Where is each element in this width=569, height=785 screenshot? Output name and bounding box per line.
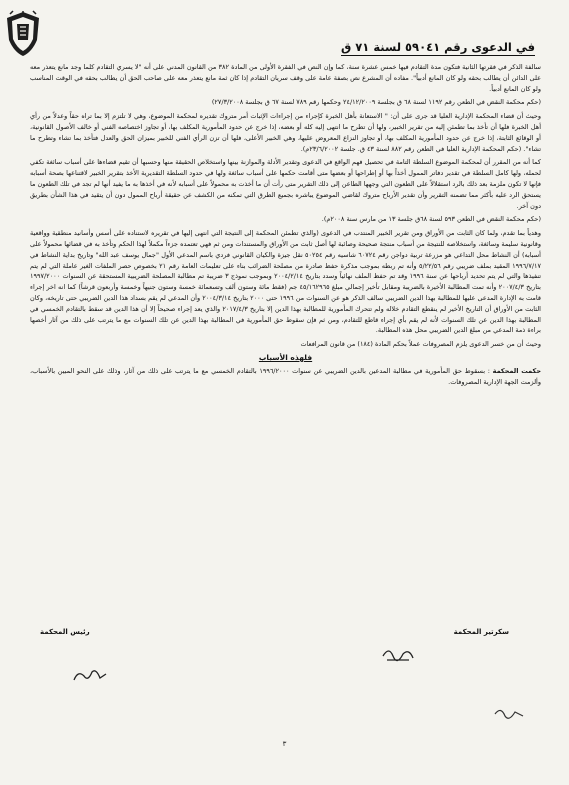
secretary-signature xyxy=(379,642,419,664)
paragraph-expert-evidence: وحيث أن قضاء المحكمة الإدارية العليا قد جرى على أن: " الاستعانة بأهل الخبرة كإجراء من إجراءات الإثبات أمر متروك تقديره لمحكمة الموضوع، وهي لا تلتزم إلا بما تراه حقاً وعدلاً من رأي أهل الخبرة فلها أن تأخذ بما تطمئن إليه من تقرير الخبير، ولها أن تطرح ما انتهى إليه كله أو بعضه، إذا خرج عن حدود المأمورية المكلف بها، أو تجاوز اختصاصه الفني أو خالف الأصول القانونية، أو الوقائع الثابتة، إذا خرج عن حدود المأمورية المكلف بها، أو تجاوز النزاع المعروض عليها، وهي الخبير الأعلى، فلها أن تزن الرأي الفني للخبير بميزان الحق والعدل فتأخذ بما تشاء وتطرح ما تشاء". (حكم المحكمة الإدارية العليا في الطعن رقم ٨٨٢ لسنة ٤٣ ق. جلسة ٢٣/٦/٢٠٠٢م). xyxy=(30,112,541,153)
paragraph-case-facts: وهدياً بما تقدم، ولما كان الثابت من الأوراق ومن تقرير الخبير المنتدب في الدعوى (والذي تطمئن المحكمة إلى النتيجة التي انتهى إليها في تقريره لاستناده على أسس وأسانيد منطقية وواقعية وقانونية سليمة وسائغة، واستخلاصه للنتيجة من أسباب منتجة صحيحة وصائبة لها أصل ثابت من الأوراق والمستندات ومن ثم فهي تعتمده جزءاً مكملاً لهذا الحكم وتأخذ به في قضائها محمولاً على أسبابه) أن النشاط محل التداعي هو مزرعة تربية دواجن رقم ٦٠٧٢٤ شاسيه رقم ٥٠٢٥٤ نقل جيزة والكيان القانوني فردي باسم المدعي الأول "جمال يوسف عبد الله" وتاريخ بداية النشاط في ١٩٩٦/٧/١٧ المقيد بملف ضريبي رقم ٥/٢٢/٥٦ وأنه تم ربطه بموجب مذكرة حفظ صادرة من مصلحة الضرائب بناء على تعليمات العامة رقم ٢١ بخصوص حصر الملفات الغير عاملة التي لم يتم تنفيذها والتي لم يتم تحديد أرباحها عن سنة ١٩٩٦ وقد تم حفظ الملف نهائياً وسدد بتاريخ ٢٠٠٤/٢/١٤ وبموجب نموذج ٣ ضريبة تم مطالبة المصلحة الضريبية المستحقة عن السنوات ١٩٩٧/٢٠٠٠ بتاريخ ٢٠٠٧/٤/٣ وأنه تمت المطالبة الأخيرة بالضريبة ومقابل تأخير إجمالي مبلغ ٤٥/١٦٢٩٦٥ جم (فقط مائة وستون ألف وتسعمائة خمسة وستون جنيهاً وخمسة وأربعون قرشاً) كما انه اخر إجراء قامت به الإدارة المدعى عليها للمطالبة بهذا الدين الضريبي سالف الذكر هو عن السنوات من ١٩٩٦ حتى ٢٠٠٠ بتاريخ ٢٠٠٤/٣/١٤ وأن المدعي لم يقم بسداد هذا الدين الضريبي حتى تاريخه، وكان الثابت من الأوراق أن التاريخ الأخير لم ينقطع التقادم خلاله ولم تتحرك المأمورية للمطالبة بهذا الدين إلا بتاريخ ٢٠١٧/٤/٣ والذي يعد إجراء صحيحاً إلا أن هذا الدين قد سقط بالتقادم الخمسي في المطالبة بهذا الدين عن تلك السنوات لأنه لم يقم بأي إجراء قاطع للتقادم، ومن ثم فإن سقوط حق المأمورية في المطالبة بهذا الدين عن تلك السنوات مع ما يترتب على ذلك من آثار أخصها براءة ذمة المدعي من مبلغ الدين الضريبي محل هذه المطالبة. xyxy=(30,229,541,335)
case-number-title: في الدعوى رقم ٥٩٠٤١ لسنة ٧١ ق xyxy=(340,40,535,54)
paragraph-cassation-citation-1: (حكم محكمة النقض في الطعن رقم ١١٩٢ لسنة ٦٨ ق بجلسة ٢٤/١٢/٢٠٠٩ وحكمها رقم ٧٨٩ لسنة ٦٧ ق بجلسة ٢٧/٣/٢٠٠٨) xyxy=(211,98,541,107)
secretary-label: سكرتير المحكمة xyxy=(453,628,509,636)
page-number: ٣ xyxy=(282,740,287,748)
page-initials xyxy=(489,702,529,724)
signature-row xyxy=(40,628,509,636)
ruling-label: حكمت المحكمة xyxy=(492,366,542,375)
ruling-paragraph xyxy=(30,366,541,388)
reasons-heading: فلهذه الأسباب xyxy=(258,352,313,362)
paragraph-costs: وحيث أن من خسر الدعوى يلزم المصروفات عملاً بحكم المادة (١٨٤) من قانون المرافعات xyxy=(300,340,541,349)
president-signature xyxy=(70,664,110,686)
paragraph-cassation-citation-2: (حكم محكمة النقض في الطعن ٥٩٣ لسنة ٦٨ق جلسة ١٣ من مارس سنة ٢٠٠٨م). xyxy=(321,215,541,224)
president-label: رئيس المحكمة xyxy=(40,628,90,636)
judgment-body xyxy=(30,62,541,390)
paragraph-court-discretion: كما أنه من المقرر أن لمحكمة الموضوع السلطة التامة في تحصيل فهم الواقع في الدعوى وتقدير الأدلة والموازنة بينها واستخلاص الحقيقة منها وحسبها أن تقيم قضاءها على أسباب سائغة تكفي لحمله، ولها كامل السلطة في تقدير دفاتر الممول أخذاً بها أو إطراحها أو بعضها متى أقامت حكمها على أسباب سائغة ولها في حدود السلطة التقديرية الأخذ بتقرير الخبير لاقتناعها بصحة أسبابه فإنها لا تكون ملزمة بعد ذلك بالرد استقلالاً على الطعون التي وجهها الطاعن إلى ذلك التقرير متى رأت أن ما أخذت به محمولاً على أسبابه لأنه في أخذها به ما يفيد أنها لم تجد في تلك الطعون ما يستحق الرد عليه بأكثر مما تضمنه التقرير وأن تقدير الأرباح متروك لقاضي الموضوع يباشره بجميع الطرق التي تمكنه من الكشف عن حقيقة أرباح الممول دون أن يتقيد في هذا الشأن بطريق دون آخر. xyxy=(30,158,541,210)
court-emblem-logo xyxy=(4,10,42,58)
ruling-text: : بسقوط حق المأمورية في مطالبة المدعين بالدين الضريبي عن سنوات ١٩٩٦/٢٠٠٠ بالتقادم الخمسي مع ما يترتب على ذلك من آثار، وذلك على النحو المبين بالأسباب، وألزمت الجهة الإدارية المصروفات. xyxy=(30,366,541,386)
paragraph-statute-of-limitations: سالفة الذكر في فقرتها الثانية فتكون مدة التقادم فيها خمس عشرة سنة، كما وإن النص في الفقرة الأولى من المادة ٣٨٢ من القانون المدني على أنه "لا يسري التقادم كلما وجد مانع يتعذر معه على الدائن أن يطالب بحقه ولو كان المانع أدبياً". مفاده أن المشرع نص بصفة عامة على وقف سريان التقادم إذا كان ثمة مانع يتعذر معه على صاحب الحق أن يطالب بحقه في الوقت المناسب ولو كان المانع أدبياً. xyxy=(30,63,541,93)
